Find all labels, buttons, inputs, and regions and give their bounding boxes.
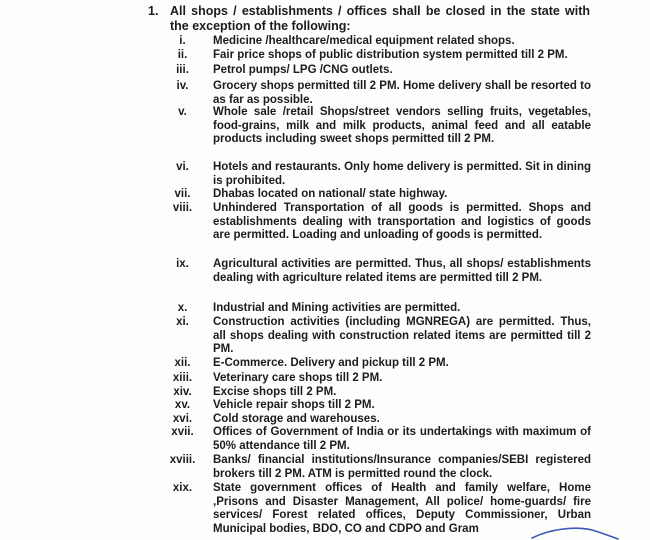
item-text: Medicine /healthcare/medical equipment related shops.: [213, 35, 515, 47]
item-text: Construction activities (including MGNREGA) are permitted. Thus, all shops dealing with construction related items are permitted till 2 PM.: [213, 316, 591, 355]
item-text: State government offices of Health and family welfare, Home ,Prisons and Disaster Management, All police/ home-guards/ fire services/ Forest related offices, Deputy Commissioner, Urban Municipal bodies, BDO, CO and CDPO and Gram: [213, 482, 591, 535]
item-text: Industrial and Mining activities are permitted.: [213, 302, 461, 314]
item-text: E-Commerce. Delivery and pickup till 2 PM.: [213, 357, 449, 369]
item-numeral: viii.: [172, 202, 193, 214]
item-numeral: xvi.: [172, 413, 193, 425]
item-numeral: v.: [178, 106, 187, 118]
item-numeral: x.: [177, 302, 188, 314]
item-numeral: vi.: [176, 161, 189, 173]
item-numeral: xiii.: [172, 372, 193, 384]
item-text: Grocery shops permitted till 2 PM. Home delivery shall be resorted to as far as possible.: [213, 80, 591, 106]
item-numeral: iii.: [176, 64, 189, 76]
item-numeral: xvii.: [171, 426, 194, 438]
item-text: Vehicle repair shops till 2 PM.: [213, 399, 375, 411]
item-text: Agricultural activities are permitted. Thus, all shops/ establishments dealing with agriculture related items are permitted till 2 PM.: [213, 258, 591, 284]
item-numeral: xix.: [172, 482, 193, 494]
item-text: Banks/ financial institutions/Insurance companies/SEBI registered brokers till 2 PM. ATM is permitted round the clock.: [213, 454, 591, 480]
item-text: Veterinary care shops till 2 PM.: [213, 372, 383, 384]
clause-number: 1.: [148, 4, 159, 18]
item-text: Unhindered Transportation of all goods is permitted. Shops and establishments dealing with transportation and logistics of goods are permitted. Loading and unloading of goods is permitted.: [213, 202, 591, 241]
item-numeral: vii.: [174, 188, 191, 200]
item-text: Fair price shops of public distribution system permitted till 2 PM.: [213, 49, 568, 61]
item-text: Excise shops till 2 PM.: [213, 386, 337, 398]
item-numeral: ii.: [177, 49, 188, 61]
item-numeral: ix.: [176, 258, 189, 270]
item-text: Cold storage and warehouses.: [213, 413, 380, 425]
item-text: Hotels and restaurants. Only home delivery is permitted. Sit in dining is prohibited.: [213, 161, 591, 187]
item-numeral: xii.: [174, 357, 191, 369]
item-text: Dhabas located on national/ state highway.: [213, 188, 448, 200]
clause-intro: All shops / establishments / offices shall be closed in the state with the exception of the following:: [170, 4, 590, 33]
pen-stroke-mark: [530, 525, 620, 540]
item-text: Whole sale /retail Shops/street vendors selling fruits, vegetables, food-grains, milk and milk products, animal feed and all eatable products including sweet shops permitted till 2 PM.: [213, 106, 591, 145]
item-numeral: xviii.: [169, 454, 196, 466]
item-numeral: xiv.: [173, 386, 192, 398]
item-text: Offices of Government of India or its undertakings with maximum of 50% attendance till 2 PM.: [213, 426, 591, 452]
item-numeral: xi.: [176, 316, 189, 328]
item-numeral: iv.: [176, 80, 189, 92]
item-text: Petrol pumps/ LPG /CNG outlets.: [213, 64, 393, 76]
item-numeral: i.: [179, 35, 186, 47]
item-numeral: xv.: [174, 399, 191, 411]
